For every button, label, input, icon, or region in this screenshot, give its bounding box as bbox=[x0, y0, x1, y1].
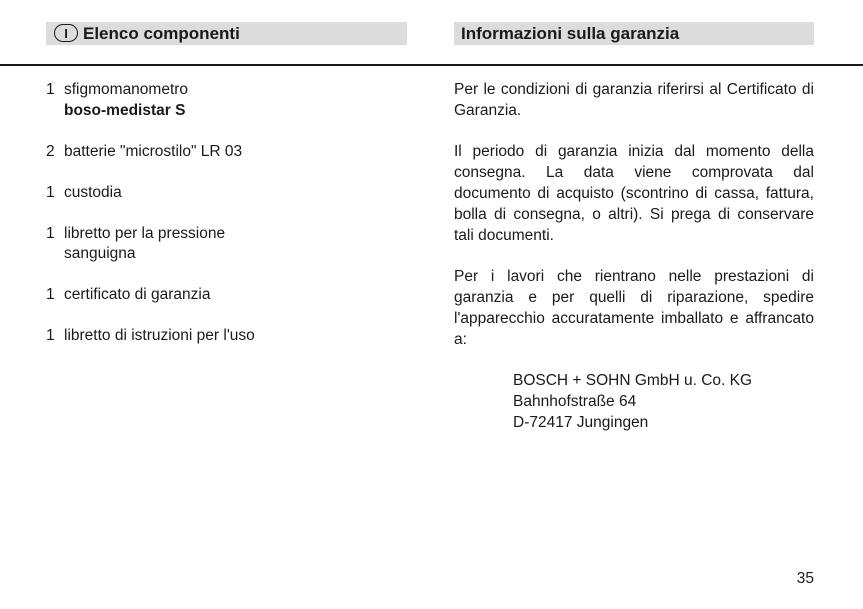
item-name: custodia bbox=[64, 183, 122, 201]
item-quantity: 1 bbox=[46, 327, 55, 344]
item-name: libretto di istruzioni per l'uso bbox=[64, 327, 255, 344]
item-text bbox=[64, 80, 188, 121]
list-item bbox=[46, 142, 426, 163]
warranty-text bbox=[454, 80, 814, 434]
item-quantity: 1 bbox=[46, 183, 55, 201]
section-header-components bbox=[46, 22, 407, 45]
address-line: BOSCH + SOHN GmbH u. Co. KG bbox=[513, 372, 753, 390]
item-name: certificato di garanzia bbox=[64, 286, 211, 303]
item-quantity: 1 bbox=[46, 286, 55, 303]
address-block bbox=[513, 371, 814, 433]
page-number: 35 bbox=[796, 570, 814, 587]
section-title-warranty: Informazioni sulla garanzia bbox=[461, 24, 680, 43]
item-model: boso-medistar S bbox=[64, 101, 186, 119]
warranty-paragraph: Il periodo di garanzia inizia dal momento della consegna. La data viene comprovata dal documento di acquisto (scontrino di cassa, fattura, bolla di consegna, o altri). Si prega di conservare tali documenti. bbox=[454, 143, 814, 244]
list-item bbox=[46, 80, 426, 121]
warranty-paragraph: Per le condizioni di garanzia riferirsi al Certificato di Garanzia. bbox=[454, 81, 814, 119]
section-title-components: Elenco componenti bbox=[83, 24, 240, 43]
item-quantity: 1 bbox=[46, 81, 55, 98]
item-name: libretto per la pressione sanguigna bbox=[64, 224, 226, 262]
address-line: D-72417 Jungingen bbox=[513, 413, 649, 431]
header-divider bbox=[0, 64, 863, 66]
section-header-warranty bbox=[454, 22, 814, 45]
list-item bbox=[46, 183, 426, 204]
components-list bbox=[46, 80, 426, 367]
list-item bbox=[46, 224, 426, 265]
warranty-paragraph: Per i lavori che rientrano nelle prestazioni di garanzia e per quelli di riparazione, spedire l'apparecchio accuratamente imballato e affrancato a: bbox=[454, 268, 814, 348]
item-name: sfigmomanometro bbox=[64, 81, 189, 98]
language-badge: I bbox=[54, 24, 78, 42]
list-item bbox=[46, 285, 426, 306]
list-item bbox=[46, 326, 426, 347]
item-name: batterie "microstilo" LR 03 bbox=[64, 142, 243, 160]
item-quantity: 2 bbox=[46, 142, 55, 160]
item-quantity: 1 bbox=[46, 224, 55, 242]
address-line: Bahnhofstraße 64 bbox=[513, 392, 637, 410]
